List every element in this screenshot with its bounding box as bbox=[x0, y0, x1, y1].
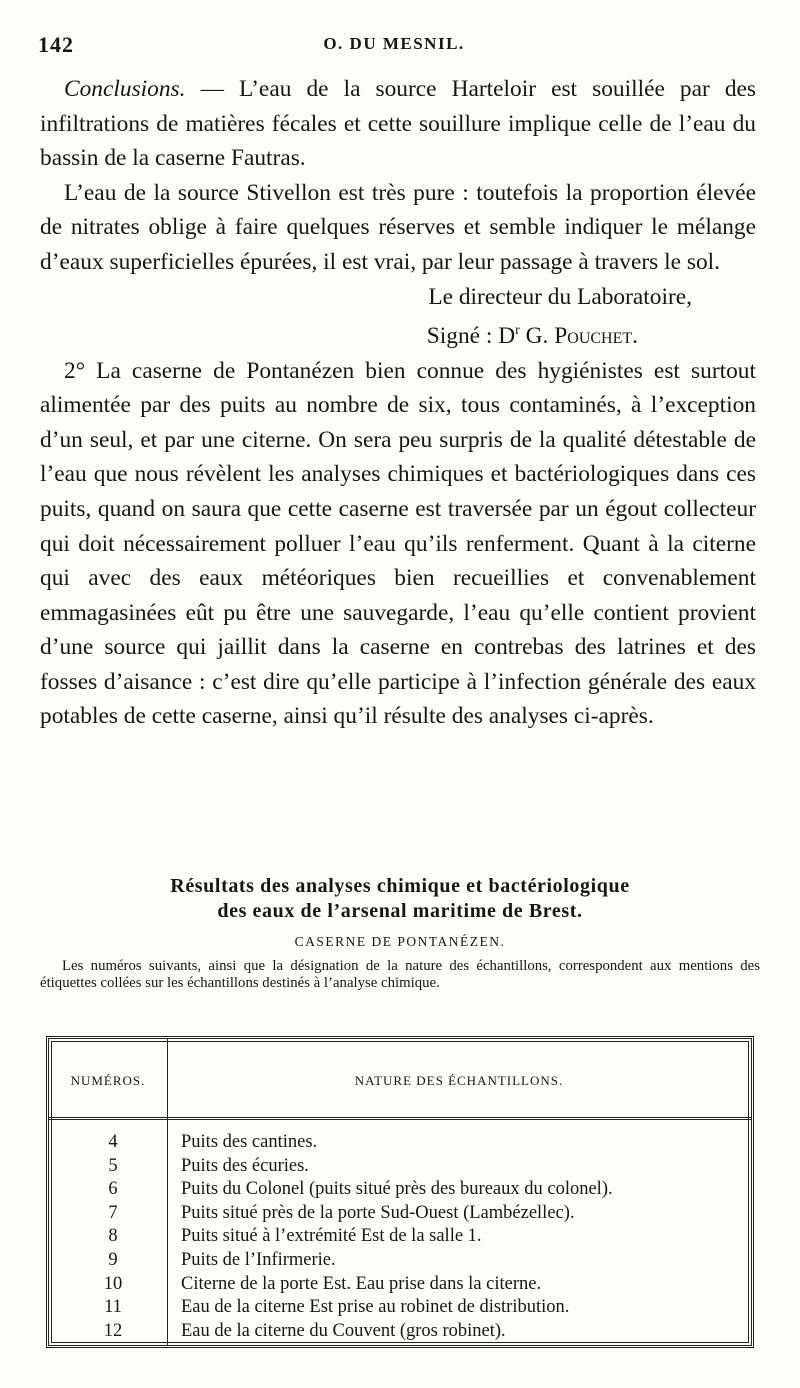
row-nature: Puits du Colonel (puits situé près des bureaux du colonel). bbox=[181, 1179, 613, 1200]
section-title-line1: Résultats des analyses chimique et bactériologique bbox=[170, 875, 630, 897]
table-header bbox=[49, 1039, 751, 1120]
row-number: 10 bbox=[103, 1273, 123, 1294]
table-row bbox=[49, 1202, 751, 1226]
row-number: 7 bbox=[108, 1202, 118, 1223]
row-nature: Puits situé près de la porte Sud-Ouest (Lambézellec). bbox=[181, 1202, 575, 1223]
table-body bbox=[49, 1131, 751, 1343]
signature-sup: r bbox=[515, 323, 520, 339]
paragraph-conclusions bbox=[40, 72, 756, 176]
signature-name bbox=[40, 314, 756, 353]
signature-prefix: Signé : D bbox=[426, 322, 516, 349]
table-row bbox=[49, 1249, 751, 1273]
table-row bbox=[49, 1320, 751, 1344]
section-subtitle: CASERNE DE PONTANÉZEN. bbox=[294, 934, 506, 949]
row-number: 5 bbox=[108, 1155, 118, 1176]
row-number: 8 bbox=[108, 1226, 118, 1247]
body-text bbox=[40, 72, 756, 734]
row-number: 6 bbox=[108, 1179, 118, 1200]
row-number: 11 bbox=[104, 1297, 122, 1318]
table-row bbox=[49, 1273, 751, 1297]
table-row bbox=[49, 1155, 751, 1179]
row-number: 12 bbox=[103, 1320, 123, 1341]
signature-initial: G. bbox=[519, 322, 555, 349]
table-row bbox=[49, 1178, 751, 1202]
row-nature: Puits des cantines. bbox=[181, 1132, 318, 1152]
results-section bbox=[40, 874, 760, 991]
header-numbers: NUMÉROS. bbox=[70, 1073, 146, 1088]
page-header bbox=[38, 32, 750, 60]
signature-surname: Pouchet. bbox=[554, 322, 638, 349]
paragraph-pontanezen: 2° La caserne de Pontanézen bien connue des hygiénistes est surtout alimentée par des puits au nombre de six, tous contaminés, à l’exception d’un seul, et par une citerne. On sera peu surpris de la qualité détestable de l’eau que nous révèlent les analyses chimiques et bactériologiques dans ces puits, quand on saura que cette caserne est traversée par un égout collecteur qui doit nécessairement polluer l’eau qu’ils renferment. Quant à la citerne qui avec des eaux météoriques bien recueillies et convenablement emmagasinées eût pu être une sauvegarde, l’eau qu’elle contient provient d’une source qui jaillit dans la caserne en contrebas des latrines et des fosses d’aisance : c’est dire qu’elle participe à l’infection générale des eaux potables de cette caserne, ainsi qu’il résulte des analyses ci-après. bbox=[40, 357, 756, 730]
section-note: Les numéros suivants, ainsi que la désignation de la nature des échantillons, correspondent aux mentions des étiquettes collées sur les échantillons destinés à l’analyse chimique. bbox=[40, 958, 760, 991]
table-row bbox=[49, 1225, 751, 1249]
running-title: O. DU MESNIL. bbox=[323, 34, 465, 53]
row-number: 4 bbox=[108, 1132, 118, 1152]
row-nature: Eau de la citerne du Couvent (gros robinet). bbox=[181, 1320, 506, 1341]
conclusions-lead: Conclusions. bbox=[64, 76, 186, 102]
table-row bbox=[49, 1131, 751, 1155]
row-nature: Citerne de la porte Est. Eau prise dans la citerne. bbox=[181, 1273, 542, 1294]
samples-table bbox=[46, 1036, 754, 1348]
row-nature: Puits de l’Infirmerie. bbox=[181, 1249, 336, 1270]
row-nature: Eau de la citerne Est prise au robinet de distribution. bbox=[181, 1297, 570, 1318]
header-nature: NATURE DES ÉCHANTILLONS. bbox=[354, 1073, 564, 1088]
row-nature: Puits des écuries. bbox=[181, 1155, 309, 1176]
paragraph-stivellon: L’eau de la source Stivellon est très pure : toutefois la proportion élevée de nitrates oblige à faire quelques réserves et semble indiquer le mélange d’eaux superficielles épurées, il est vrai, par leur passage à travers le sol. bbox=[40, 179, 756, 275]
table-row bbox=[49, 1296, 751, 1320]
section-title-line2: des eaux de l’arsenal maritime de Brest. bbox=[217, 900, 583, 922]
row-number: 9 bbox=[108, 1249, 118, 1270]
page-number: 142 bbox=[38, 32, 74, 57]
conclusions-text: — L’eau de la source Harteloir est souillée par des infiltrations de matières fécales et cette souillure implique celle de l’eau du bassin de la caserne Fautras. bbox=[40, 76, 756, 172]
signature-title: Le directeur du Laboratoire, bbox=[428, 283, 692, 310]
row-nature: Puits situé à l’extrémité Est de la salle 1. bbox=[181, 1226, 482, 1247]
